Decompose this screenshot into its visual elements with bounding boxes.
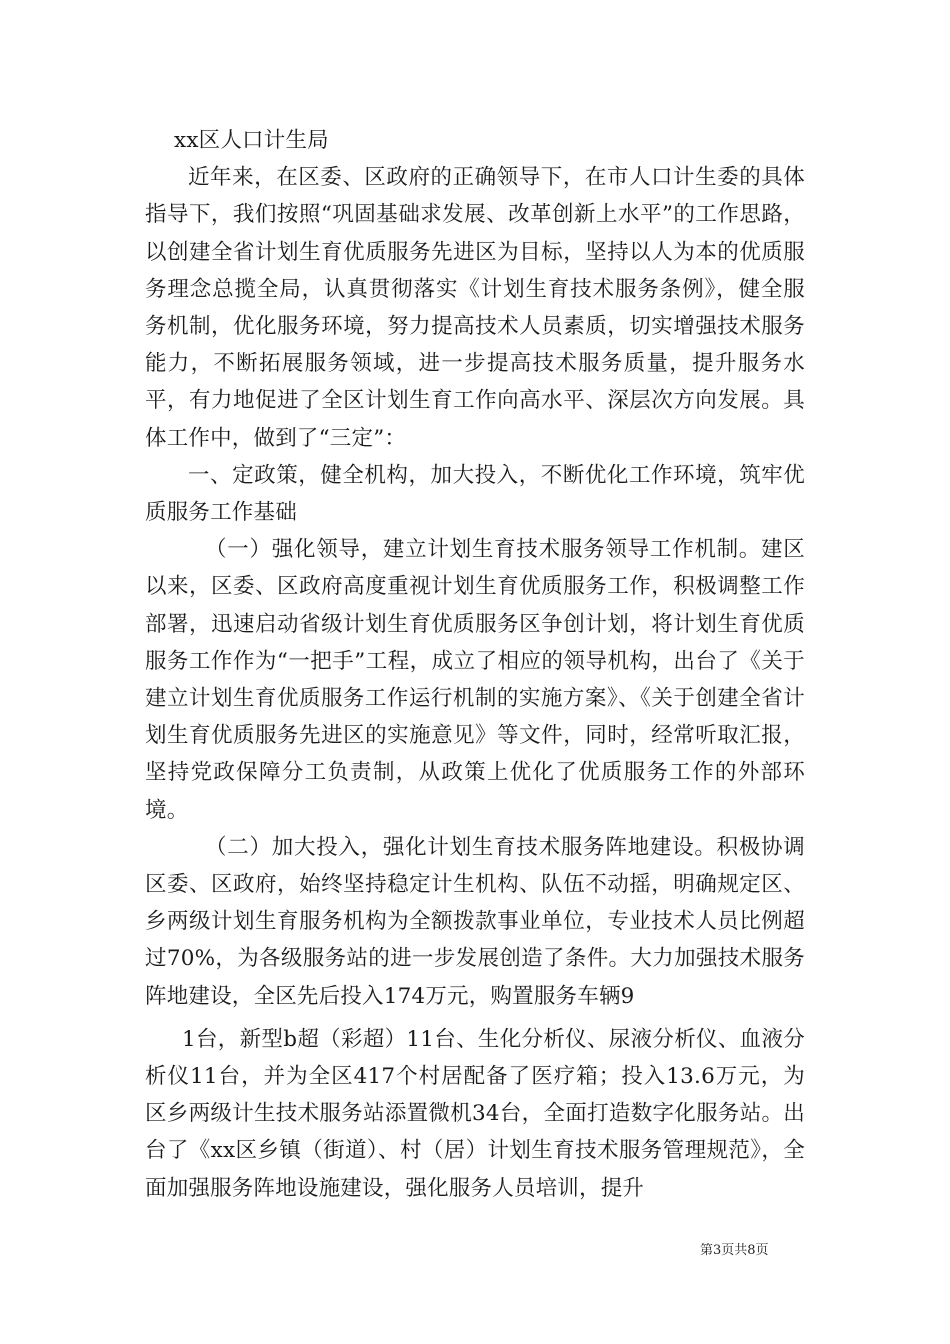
document-body: [145, 122, 805, 1207]
intro-paragraph: 近年来，在区委、区政府的正确领导下，在市人口计生委的具体指导下，我们按照“巩固基础求发展、改革创新上水平”的工作思路，以创建全省计划生育优质服务先进区为目标，坚持以人为本的优质服务理念总揽全局，认真贯彻落实《计划生育技术服务条例》，健全服务机制，优化服务环境，努力提高技术人员素质，切实增强技术服务能力，不断拓展服务领域，进一步提高技术服务质量，提升服务水平，有力地促进了全区计划生育工作向高水平、深层次方向发展。具体工作中，做到了“三定”：: [145, 165, 805, 451]
continuation-paragraph: 1台，新型b超（彩超）11台、生化分析仪、尿液分析仪、血液分析仪11台，并为全区417个村居配备了医疗箱；投入13.6万元，为区乡两级计生技术服务站添置微机34台，全面打造数字化服务站。出台了《xx区乡镇（街道）、村（居）计划生育技术服务管理规范》，全面加强服务阵地设施建设，强化服务人员培训，提升: [145, 1026, 805, 1201]
page-number-footer: 第3页共8页: [700, 1243, 769, 1258]
organization-line: xx区人口计生局: [174, 128, 329, 153]
subsection-paragraph-2: （二）加大投入，强化计划生育技术服务阵地建设。积极协调区委、区政府，始终坚持稳定计生机构、队伍不动摇，明确规定区、乡两级计划生育服务机构为全额拨款事业单位，专业技术人员比例超过70%，为各级服务站的进一步发展创造了条件。大力加强技术服务阵地建设，全区先后投入174万元，购置服务车辆9: [145, 834, 805, 1009]
subsection-paragraph-1: （一）强化领导，建立计划生育技术服务领导工作机制。建区以来，区委、区政府高度重视计划生育优质服务工作，积极调整工作部署，迅速启动省级计划生育优质服务区争创计划，将计划生育优质服务工作作为“一把手”工程，成立了相应的领导机构，出台了《关于建立计划生育优质服务工作运行机制的实施方案》、《关于创建全省计划生育优质服务先进区的实施意见》等文件，同时，经常听取汇报，坚持党政保障分工负责制，从政策上优化了优质服务工作的外部环境。: [145, 537, 805, 823]
section-heading: 一、定政策，健全机构，加大投入，不断优化工作环境，筑牢优质服务工作基础: [145, 462, 805, 526]
